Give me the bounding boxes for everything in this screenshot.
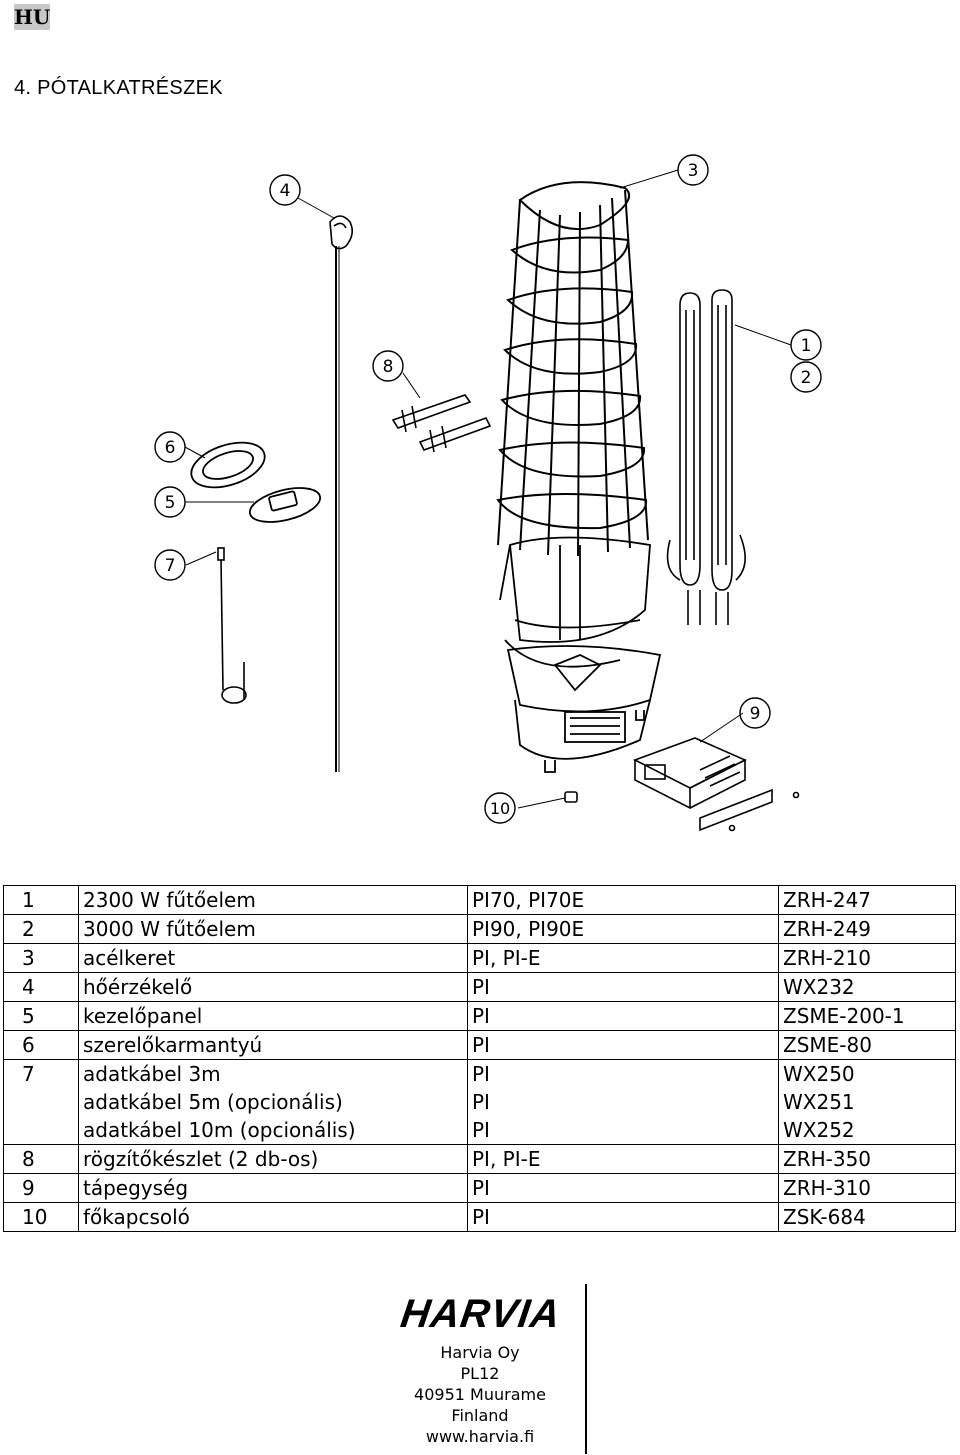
part-number: 9 [4,1174,79,1203]
part-name [79,1145,468,1174]
part-number: 7 [4,1060,79,1145]
part-number: 1 [4,886,79,915]
part-name [79,886,468,915]
part-code-line: ZSME-200-1 [783,1004,905,1028]
callout-3: 3 [687,161,699,181]
part-code-line: WX232 [783,975,855,999]
table-row [4,973,956,1002]
part-model [468,973,779,1002]
part-model-line: PI, PI-E [472,946,541,970]
address-company: Harvia Oy [440,1343,520,1362]
part-code-line: WX252 [783,1118,855,1142]
table-row [4,1203,956,1232]
part-name-line: rögzítőkészlet (2 db-os) [83,1147,319,1171]
part-name-line: acélkeret [83,946,176,970]
part-code [779,1203,956,1232]
language-badge: HU [14,5,51,29]
part-model [468,1203,779,1232]
part-code-line: ZRH-247 [783,888,872,912]
part-number: 4 [4,973,79,1002]
address-pobox: PL12 [460,1364,500,1383]
part-model-line: PI [472,975,490,999]
part-name-line: főkapcsoló [83,1205,190,1229]
part-name [79,1174,468,1203]
part-model-line: PI [472,1033,490,1057]
section-heading: 4. PÓTALKATRÉSZEK [14,77,223,99]
part-name [79,915,468,944]
part-number: 10 [4,1203,79,1232]
exploded-parts-diagram [0,140,960,860]
part-code-line: ZRH-350 [783,1147,872,1171]
part-code [779,1031,956,1060]
part-code-line: ZSK-684 [783,1205,866,1229]
part-code [779,1002,956,1031]
part-number: 3 [4,944,79,973]
harvia-logo: HARVIA [397,1292,564,1336]
part-code-line: ZSME-80 [783,1033,872,1057]
part-model-line: PI90, PI90E [472,917,585,941]
callout-2: 2 [800,368,812,388]
logo-divider [585,1284,587,1454]
part-model [468,1031,779,1060]
part-code-line: ZRH-210 [783,946,872,970]
part-model-line: PI [472,1205,490,1229]
part-model-line: PI [472,1004,490,1028]
part-model [468,886,779,915]
main-switch-drawing [565,792,577,802]
part-number: 2 [4,915,79,944]
part-name-line: 2300 W fűtőelem [83,888,256,912]
part-name-line: szerelőkarmantyú [83,1033,263,1057]
part-name-line: hőérzékelő [83,975,193,999]
part-name [79,1002,468,1031]
part-name-line: adatkábel 3m [83,1062,221,1086]
part-number: 5 [4,1002,79,1031]
callout-4: 4 [279,181,291,201]
table-row [4,1031,956,1060]
part-code [779,944,956,973]
table-row [4,1060,956,1145]
table-row [4,1145,956,1174]
part-code-line: WX250 [783,1062,855,1086]
table-row [4,915,956,944]
part-name-line: kezelőpanel [83,1004,203,1028]
part-model [468,1060,779,1145]
address-website: www.harvia.fi [425,1427,535,1446]
part-model [468,1002,779,1031]
part-number: 8 [4,1145,79,1174]
part-code [779,973,956,1002]
part-model-line: PI [472,1118,490,1142]
part-model [468,944,779,973]
steel-frame-drawing [498,182,648,556]
part-model-line: PI, PI-E [472,1147,541,1171]
part-model-line: PI [472,1176,490,1200]
callout-9: 9 [749,704,761,724]
temperature-sensor-drawing [330,216,352,772]
part-model-line: PI [472,1062,490,1086]
part-name-line: adatkábel 10m (opcionális) [83,1118,356,1142]
callout-8: 8 [382,357,394,377]
part-name [79,973,468,1002]
mounting-brackets-drawing [393,395,490,452]
part-code [779,1174,956,1203]
address-city: 40951 Muurame [414,1385,546,1404]
part-model [468,915,779,944]
callout-6: 6 [164,438,176,458]
part-code-line: ZRH-249 [783,917,872,941]
mounting-collar-drawing [186,434,271,496]
part-model-line: PI70, PI70E [472,888,585,912]
part-code [779,1145,956,1174]
heating-elements-drawing [668,290,746,625]
part-name-line: adatkábel 5m (opcionális) [83,1090,343,1114]
address-country: Finland [451,1406,509,1425]
table-row [4,886,956,915]
power-supply-drawing [635,738,799,831]
control-panel-drawing [246,482,323,529]
table-row [4,1002,956,1031]
heater-base-drawing [500,538,660,773]
company-logo-block [395,1290,595,1455]
part-name [79,1060,468,1145]
part-code-line: WX251 [783,1090,855,1114]
data-cable-drawing [218,548,246,703]
callout-5: 5 [164,493,176,513]
part-name [79,944,468,973]
part-model [468,1145,779,1174]
part-name [79,1031,468,1060]
part-code [779,1060,956,1145]
callout-labels [165,161,812,818]
part-code [779,886,956,915]
part-model-line: PI [472,1090,490,1114]
callout-7: 7 [164,556,176,576]
callout-1: 1 [800,336,812,356]
part-code [779,915,956,944]
part-model [468,1174,779,1203]
part-code-line: ZRH-310 [783,1176,872,1200]
table-row [4,944,956,973]
part-name-line: tápegység [83,1176,189,1200]
callout-circles [155,155,821,823]
table-row [4,1174,956,1203]
parts-table [3,885,956,1232]
part-number: 6 [4,1031,79,1060]
part-name [79,1203,468,1232]
part-name-line: 3000 W fűtőelem [83,917,256,941]
callout-10: 10 [489,799,511,818]
